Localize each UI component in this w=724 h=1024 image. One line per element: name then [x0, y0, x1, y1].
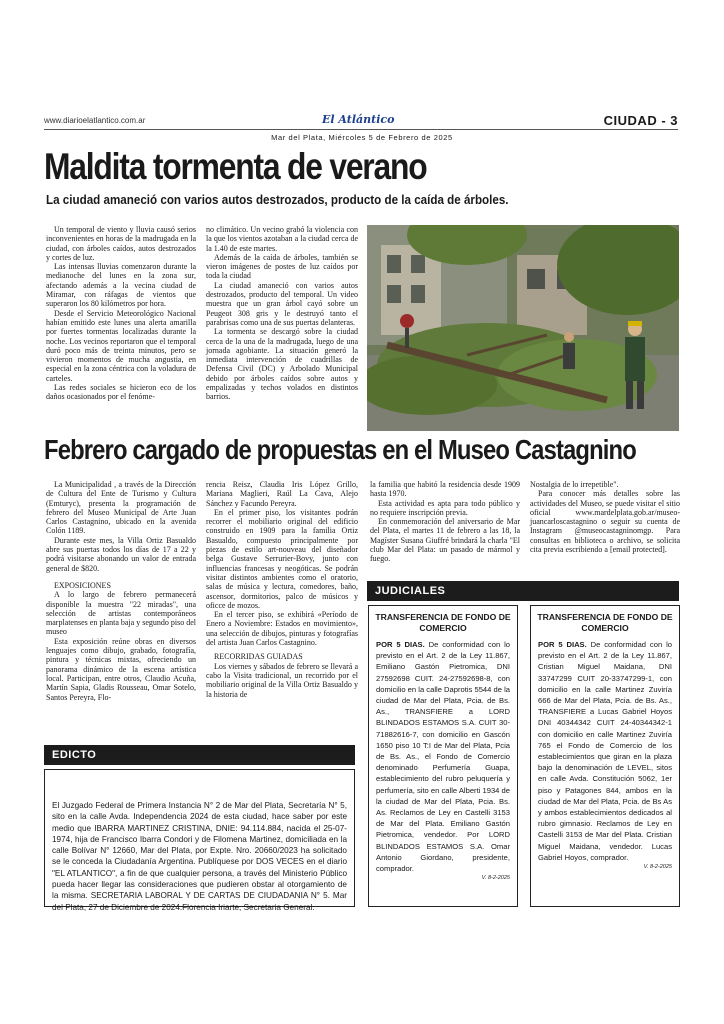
paragraph: Además de la caída de árboles, también se vieron imágenes de postes de luz caídos por toda la ciudad [206, 252, 358, 281]
paragraph: Un temporal de viento y lluvia causó serios inconvenientes en horas de la madrugada en la ciudad, con árboles caídos, autos destrozados y cortes de luz. [46, 225, 196, 262]
subhead-exposiciones: EXPOSICIONES [54, 580, 111, 590]
paragraph: Esta actividad es apta para todo público y no requiere inscripción previa. [370, 498, 520, 517]
paragraph: la familia que habitó la residencia desde 1909 hasta 1970. [370, 480, 520, 499]
paragraph: Las intensas lluvias comenzaron durante la medianoche del lunes en la zona sur, afectando además a la vecina ciudad de Miramar, con ráfagas de vientos que superaron los 80 kilómetros por hora. [46, 262, 196, 309]
paragraph: A lo largo de febrero permanecerá disponible la muestra "22 miradas", una selección de artistas contemporáneos marplatenses en planta baja y segundo piso del museo [46, 590, 196, 637]
paragraph: La Municipalidad , a través de la Dirección de Cultura del Ente de Turismo y Cultura (Emturyc), presenta la programación de febrero del Museo Municipal de Arte Juan Carlos Castagnino, ubicado en la avenida Colón 1189. [46, 480, 196, 536]
paragraph: La ciudad amaneció con varios autos destrozados, producto del temporal. Un video muestra que un gran árbol cayó sobre un Peugeot 308 gris y le destruyó tanto el parabrisas como una de sus puertas delanteras. [206, 280, 358, 327]
notice-body [531, 639, 679, 863]
edicto-text: El Juzgado Federal de Primera Instancia N° 2 de Mar del Plata, Secretaría N° 5, sito en la calle Avda. Independencia 2024 de esta ciudad, hace saber por este medio que IBARRA MARTINEZ CRISTINA, DNIE: 94.114.884, nacida el 25-07-1974, hija de Francisco Ibarra Condori y de Filomena Martinez, domiciliada en la calle Bolívar N° 12660, Mar del Plata, por Expte. Nro. 20660/2023 ha solicitado se le conceda la Ciudadanía Argentina. Publíquese por DOS VECES en el diario "EL ATLANTICO", a fin de que cualquier persona, a través del Ministerio Público pueda hacer llegar las consideraciones que pudieren obstar al otorgamiento de la misma. SECRETARIA LABORAL Y DE CARTAS DE CIUDADANIA N° 5. Mar del Plata, 27 de Diciembre de 2024.Florencia Iriarte, Secretaria General. [52, 801, 347, 912]
story1-column-1 [46, 225, 196, 402]
section-page-label: CIUDAD - 3 [603, 113, 678, 128]
paragraph: rencia Reisz, Claudia Iris López Grillo, Mariana Maglieri, Raúl La Cava, Alejo Sánchez y Facundo Pereyra. [206, 480, 358, 508]
edicto-banner: EDICTO [44, 745, 355, 765]
notice-title: TRANSFERENCIA DE FONDO DE COMERCIO [537, 612, 673, 633]
paragraph: La tormenta se descargó sobre la ciudad cerca de la una de la madrugada, luego de una jornada agobiante. La situación generó la inmediata intervención de cuadrillas de Defensa Civil (DC) y Arbolado Municipal debido por árboles caídos sobre autos y empalizadas y techos volados en distintos barrios. [206, 327, 358, 402]
story1-headline: Maldita tormenta de verano [44, 146, 427, 187]
notice-signature: V. 8-2-2025 [481, 875, 510, 882]
paragraph: Las redes sociales se hicieron eco de los daños ocasionados por el fenóme- [46, 383, 196, 402]
issue-date: Mar del Plata, Miércoles 5 de Febrero de 2025 [271, 133, 453, 142]
paragraph: En conmemoración del aniversario de Mar del Plata, el martes 11 de febrero a las 18, la Magíster Susana Giuffré brindará la charla "El club Mar del Plata: un pasado de mármol y fuego. [370, 517, 520, 564]
header-rule [44, 129, 678, 130]
story2-headline: Febrero cargado de propuestas en el Museo Castagnino [44, 434, 636, 465]
judiciales-banner: JUDICIALES [367, 581, 679, 601]
storm-fallen-tree-photo [367, 225, 679, 431]
paragraph: Desde el Servicio Meteorológico Nacional habían emitido este lunes una alerta amarilla por fuertes tormentas localizadas durante la noche. Los vecinos reportaron que el temporal duró poco más de treinta minutos, pero se vivieron momentos de mucha angustia, en especial en la zona céntrica con la voladura de carteles. [46, 308, 196, 383]
paragraph: En el primer piso, los visitantes podrán recorrer el mobiliario original del edificio construido en 1909 para la familia Ortiz Basualdo, compuesto principalmente por piezas de estilo art-nouveau del diseñador belga Gustave Serrurier-Bovy, junto con influencias francesas y neogóticas. Se podrán visitar distintos ambientes como el oratorio, salas de música y lectura, comedores, baño, ascensor, dormitorios, palco de músicos y oficce de mozos. [206, 507, 358, 610]
story2-column-3 [370, 480, 520, 564]
story2-column-2 [206, 480, 358, 699]
notice-lead: POR 5 DIAS. [376, 640, 425, 649]
story2-column-1 [46, 480, 196, 702]
paragraph: no climático. Un vecino grabó la violencia con la que los vientos azotaban a la ciudad cerca de la 1.40 de este martes. [206, 225, 358, 253]
site-url: www.diarioelatlantico.com.ar [44, 116, 146, 125]
paragraph: Esta exposición reúne obras en diversos lenguajes como dibujo, grabado, fotografía, pintura y técnicas mixtas, ofreciendo un panorama dinámico de la escena artística local. Participan, entre otros, Claudio Acuña, Martín Sapia, Gladis Rousseau, Omar Sotelo, Santos Pereyra, Flo- [46, 636, 196, 702]
judicial-notice-2 [530, 605, 680, 907]
paragraph: Nostalgia de lo irrepetible". [530, 480, 619, 489]
paragraph: Durante este mes, la Villa Ortiz Basualdo abre sus puertas todos los días de 17 a 22 y podrá visitarse abonando un valor de entrada general de $820. [46, 535, 196, 573]
newspaper-logo: El Atlántico [322, 113, 395, 126]
paragraph: Los viernes y sábados de febrero se llevará a cabo la Visita tradicional, un recorrido por el mobiliario original de la Villa Ortiz Basualdo y la historia de [206, 661, 358, 699]
notice-lead: POR 5 DIAS. [538, 640, 587, 649]
notice-body [369, 639, 517, 874]
paragraph: Para conocer más detalles sobre las actividades del Museo, se puede visitar el sitio oficial www.mardelplata.gob.ar/museo-juancarloscastagnino o seguir su cuenta de Instagram @museocastagninomgp. Para consultas en biblioteca o archivo, se solicita cita previa escribiendo a [email protected]. [530, 489, 680, 555]
notice-text: De conformidad con lo previsto en el Art. 2 de la Ley 11.867, Emiliano Gastón Pietromica, DNI 27592698 CUIT. 24-27592698-8, con domicilio en la calle Daprotis 5544 de la ciudad de Mar del Plata, Pcia. de Bs. As., TRANSFIERE a LORD BLINDADOS ESTAMOS S.A. CUIT 30-71882616-7, con domicilio en Gascón 1650 piso 10 T:I de Mar del Plata, Pcia de Bs. As., el Fondo de Comercio denominado Perfumería Guapa, establecimiento del rubro peluquería y perfumería, sito en calle Alberti 1934 de la ciudad de Mar del Plata, Pcia. Bs. As. Reclamos de Ley en Castelli 3153 de Mar del Plata. Emiliano Gastón Pietromica, vendedor. Por LORD BLINDADOS ESTAMOS S.A. Omar Antonio Giordano, presidente, comprador. [376, 640, 510, 874]
notice-title: TRANSFERENCIA DE FONDO DE COMERCIO [375, 612, 511, 633]
notice-text: De conformidad con lo previsto en el Art. 2 de la Ley 11.867, Cristian Miguel Maidana, DNI 33747299 CUIT 20-33747299-1, con domicilio en la calle Martinez Zuviría 666 de Mar del Plata, Pcia. de Bs. As., TRANSFIERE a Lucas Gabriel Hoyos DNI 40344342 CUIT 24-40344342-1 con domicilio en calle Martinez Zuviría 765 el Fondo de Comercio de los establecimientos que giran en la plaza bajo la denominación de LEVEL, sitos en calle Avda. Constitución 5062, 1er piso y Patagones 844, ambos en la ciudad de Mar del Plata, Pcia. de Bs As y ambos establecimientos dedicados al rubro gimnasio. Reclamos de Ley en Castelli 3153 de Mar del Plata. Cristian Miguel Maidana, vendedor. Lucas Gabriel Hoyos, comprador. [538, 640, 672, 862]
story1-deck: La ciudad amaneció con varios autos destrozados, producto de la caída de árboles. [46, 193, 509, 207]
subhead-recorridas: RECORRIDAS GUIADAS [214, 652, 303, 662]
paragraph: En el tercer piso, se exhibirá «Período de Enero a Noviembre: Estados en movimiento», una selección de dibujos, pinturas y fotografías del artista Juan Carlos Castagnino. [206, 610, 358, 648]
story1-column-2 [206, 225, 358, 402]
judicial-notice-1 [368, 605, 518, 907]
notice-signature: V. 8-2-2025 [643, 864, 672, 871]
story2-column-4 [530, 480, 680, 554]
